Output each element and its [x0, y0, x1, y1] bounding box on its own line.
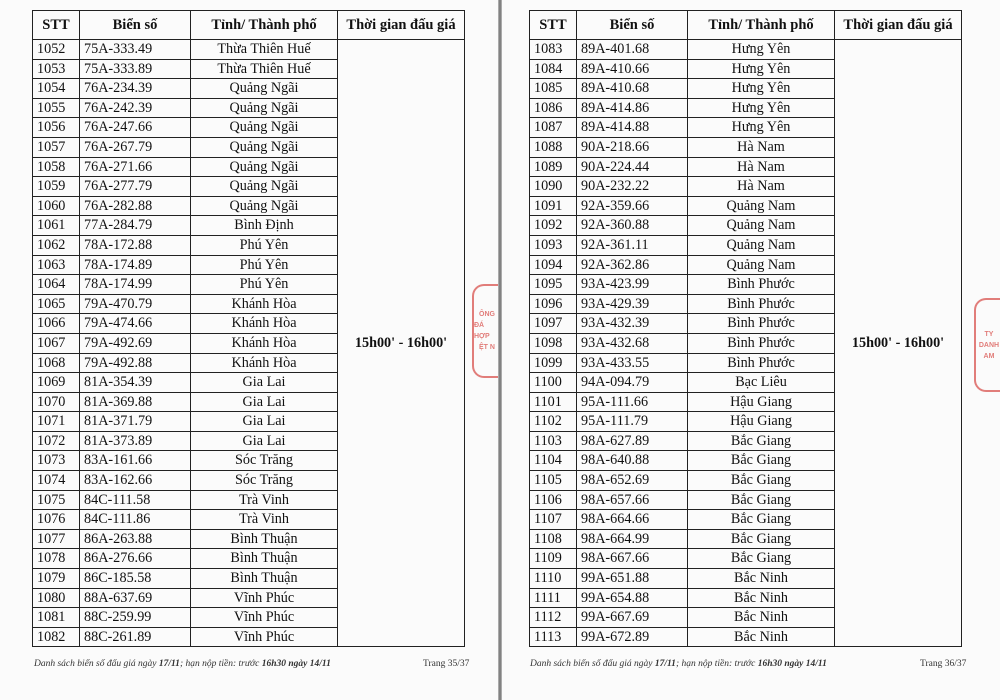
row-plate: 89A-410.66	[577, 59, 688, 79]
row-province: Gia Lai	[191, 412, 338, 432]
row-stt: 1067	[33, 333, 80, 353]
auction-time-cell: 15h00' - 16h00'	[835, 40, 962, 647]
row-province: Hưng Yên	[688, 118, 835, 138]
row-province: Phú Yên	[191, 235, 338, 255]
stamp-text: ỆT N	[479, 344, 495, 351]
row-province: Quảng Nam	[688, 196, 835, 216]
row-province: Bình Phước	[688, 333, 835, 353]
row-stt: 1064	[33, 275, 80, 295]
row-plate: 90A-224.44	[577, 157, 688, 177]
header-auction-time: Thời gian đấu giá	[338, 11, 465, 40]
row-plate: 88A-637.69	[80, 588, 191, 608]
row-stt: 1083	[530, 40, 577, 60]
row-stt: 1065	[33, 294, 80, 314]
row-province: Quảng Nam	[688, 216, 835, 236]
row-plate: 86A-276.66	[80, 549, 191, 569]
row-province: Quảng Nam	[688, 235, 835, 255]
row-stt: 1061	[33, 216, 80, 236]
row-plate: 81A-354.39	[80, 373, 191, 393]
row-province: Hà Nam	[688, 177, 835, 197]
row-plate: 76A-282.88	[80, 196, 191, 216]
row-stt: 1111	[530, 588, 577, 608]
header-province: Tỉnh/ Thành phố	[191, 11, 338, 40]
row-plate: 79A-492.88	[80, 353, 191, 373]
row-stt: 1066	[33, 314, 80, 334]
row-plate: 88C-261.89	[80, 627, 191, 647]
row-plate: 81A-369.88	[80, 392, 191, 412]
row-plate: 95A-111.79	[577, 412, 688, 432]
row-plate: 77A-284.79	[80, 216, 191, 236]
row-stt: 1060	[33, 196, 80, 216]
row-province: Bình Định	[191, 216, 338, 236]
row-stt: 1077	[33, 529, 80, 549]
row-province: Bắc Ninh	[688, 608, 835, 628]
row-province: Quảng Ngãi	[191, 98, 338, 118]
red-seal-stamp	[472, 284, 498, 378]
row-province: Vĩnh Phúc	[191, 588, 338, 608]
row-stt: 1112	[530, 608, 577, 628]
row-province: Sóc Trăng	[191, 471, 338, 491]
row-stt: 1108	[530, 529, 577, 549]
row-plate: 98A-640.88	[577, 451, 688, 471]
footer-date: 17/11	[158, 659, 180, 669]
row-stt: 1059	[33, 177, 80, 197]
row-stt: 1055	[33, 98, 80, 118]
page-number: Trang 35/37	[423, 659, 470, 669]
row-plate: 75A-333.49	[80, 40, 191, 60]
document-page-left	[0, 0, 498, 700]
row-stt: 1106	[530, 490, 577, 510]
row-province: Hưng Yên	[688, 79, 835, 99]
row-stt: 1092	[530, 216, 577, 236]
row-province: Phú Yên	[191, 255, 338, 275]
row-plate: 86C-185.58	[80, 569, 191, 589]
row-stt: 1105	[530, 471, 577, 491]
table-row	[530, 40, 962, 60]
row-stt: 1102	[530, 412, 577, 432]
row-stt: 1070	[33, 392, 80, 412]
row-stt: 1093	[530, 235, 577, 255]
row-province: Hưng Yên	[688, 98, 835, 118]
footer-text-prefix: Danh sách biển số đấu giá ngày	[530, 659, 655, 669]
row-stt: 1082	[33, 627, 80, 647]
table-body-left	[33, 40, 465, 647]
row-plate: 98A-667.66	[577, 549, 688, 569]
row-stt: 1100	[530, 373, 577, 393]
row-province: Thừa Thiên Huế	[191, 59, 338, 79]
footer-date: 17/11	[654, 659, 676, 669]
row-plate: 83A-162.66	[80, 471, 191, 491]
row-plate: 84C-111.58	[80, 490, 191, 510]
header-plate: Biển số	[577, 11, 688, 40]
row-stt: 1101	[530, 392, 577, 412]
row-plate: 92A-360.88	[577, 216, 688, 236]
row-province: Quảng Ngãi	[191, 177, 338, 197]
row-province: Hậu Giang	[688, 392, 835, 412]
row-stt: 1087	[530, 118, 577, 138]
row-plate: 98A-664.99	[577, 529, 688, 549]
row-stt: 1088	[530, 137, 577, 157]
row-plate: 79A-470.79	[80, 294, 191, 314]
row-plate: 98A-652.69	[577, 471, 688, 491]
row-province: Bắc Giang	[688, 490, 835, 510]
row-plate: 95A-111.66	[577, 392, 688, 412]
row-province: Hậu Giang	[688, 412, 835, 432]
row-plate: 76A-234.39	[80, 79, 191, 99]
footer-deadline: 16h30 ngày 14/11	[261, 659, 331, 669]
auction-time-cell: 15h00' - 16h00'	[338, 40, 465, 647]
row-province: Bình Phước	[688, 275, 835, 295]
row-province: Hà Nam	[688, 137, 835, 157]
table-row	[33, 40, 465, 60]
row-province: Khánh Hòa	[191, 314, 338, 334]
row-plate: 98A-664.66	[577, 510, 688, 530]
row-plate: 99A-672.89	[577, 627, 688, 647]
footer-text-prefix: Danh sách biển số đấu giá ngày	[34, 659, 159, 669]
row-plate: 93A-429.39	[577, 294, 688, 314]
header-plate: Biển số	[80, 11, 191, 40]
row-plate: 81A-371.79	[80, 412, 191, 432]
row-province: Bắc Ninh	[688, 569, 835, 589]
row-stt: 1103	[530, 431, 577, 451]
row-province: Gia Lai	[191, 392, 338, 412]
auction-table-left	[32, 10, 465, 647]
row-province: Khánh Hòa	[191, 294, 338, 314]
row-province: Trà Vinh	[191, 490, 338, 510]
row-plate: 83A-161.66	[80, 451, 191, 471]
row-plate: 98A-657.66	[577, 490, 688, 510]
row-stt: 1057	[33, 137, 80, 157]
row-province: Gia Lai	[191, 373, 338, 393]
row-province: Vĩnh Phúc	[191, 627, 338, 647]
row-stt: 1054	[33, 79, 80, 99]
row-plate: 89A-414.86	[577, 98, 688, 118]
row-plate: 90A-232.22	[577, 177, 688, 197]
row-plate: 89A-401.68	[577, 40, 688, 60]
row-stt: 1096	[530, 294, 577, 314]
page-footer-note	[34, 659, 331, 669]
row-province: Bắc Ninh	[688, 627, 835, 647]
row-stt: 1086	[530, 98, 577, 118]
row-plate: 99A-667.69	[577, 608, 688, 628]
row-plate: 99A-654.88	[577, 588, 688, 608]
row-plate: 93A-423.99	[577, 275, 688, 295]
row-province: Phú Yên	[191, 275, 338, 295]
row-stt: 1098	[530, 333, 577, 353]
row-plate: 93A-432.68	[577, 333, 688, 353]
row-stt: 1068	[33, 353, 80, 373]
row-plate: 98A-627.89	[577, 431, 688, 451]
row-province: Khánh Hòa	[191, 353, 338, 373]
row-plate: 76A-271.66	[80, 157, 191, 177]
document-page-right	[502, 0, 1000, 700]
row-province: Bắc Giang	[688, 471, 835, 491]
table-header-row	[33, 11, 465, 40]
row-plate: 89A-414.88	[577, 118, 688, 138]
row-stt: 1063	[33, 255, 80, 275]
row-province: Hưng Yên	[688, 40, 835, 60]
row-stt: 1072	[33, 431, 80, 451]
row-plate: 78A-172.88	[80, 235, 191, 255]
row-province: Quảng Ngãi	[191, 118, 338, 138]
row-plate: 94A-094.79	[577, 373, 688, 393]
row-stt: 1085	[530, 79, 577, 99]
row-stt: 1090	[530, 177, 577, 197]
row-stt: 1107	[530, 510, 577, 530]
row-province: Bắc Giang	[688, 431, 835, 451]
row-province: Quảng Nam	[688, 255, 835, 275]
row-province: Bạc Liêu	[688, 373, 835, 393]
page-footer-note	[530, 659, 827, 669]
row-plate: 84C-111.86	[80, 510, 191, 530]
row-plate: 89A-410.68	[577, 79, 688, 99]
table-body-right	[530, 40, 962, 647]
row-plate: 76A-247.66	[80, 118, 191, 138]
row-stt: 1089	[530, 157, 577, 177]
footer-text-mid: ; hạn nộp tiền: trước	[179, 659, 262, 669]
row-plate: 86A-263.88	[80, 529, 191, 549]
row-stt: 1076	[33, 510, 80, 530]
row-province: Bình Phước	[688, 353, 835, 373]
stamp-text: ĐÁ HỢP	[474, 322, 490, 340]
row-province: Vĩnh Phúc	[191, 608, 338, 628]
row-stt: 1110	[530, 569, 577, 589]
row-stt: 1113	[530, 627, 577, 647]
row-province: Quảng Ngãi	[191, 137, 338, 157]
row-stt: 1094	[530, 255, 577, 275]
row-province: Khánh Hòa	[191, 333, 338, 353]
row-province: Gia Lai	[191, 431, 338, 451]
row-province: Hà Nam	[688, 157, 835, 177]
row-plate: 76A-242.39	[80, 98, 191, 118]
stamp-text: TY	[984, 330, 994, 338]
row-plate: 79A-492.69	[80, 333, 191, 353]
row-stt: 1074	[33, 471, 80, 491]
row-province: Quảng Ngãi	[191, 196, 338, 216]
row-stt: 1075	[33, 490, 80, 510]
footer-text-mid: ; hạn nộp tiền: trước	[675, 659, 758, 669]
row-province: Quảng Ngãi	[191, 157, 338, 177]
row-province: Bắc Giang	[688, 451, 835, 471]
row-stt: 1053	[33, 59, 80, 79]
row-plate: 76A-277.79	[80, 177, 191, 197]
row-province: Bắc Giang	[688, 549, 835, 569]
row-plate: 92A-359.66	[577, 196, 688, 216]
row-province: Thừa Thiên Huế	[191, 40, 338, 60]
row-stt: 1052	[33, 40, 80, 60]
row-stt: 1058	[33, 157, 80, 177]
row-stt: 1097	[530, 314, 577, 334]
row-stt: 1081	[33, 608, 80, 628]
row-province: Trà Vinh	[191, 510, 338, 530]
stamp-text: ÔNG	[479, 311, 495, 318]
row-stt: 1109	[530, 549, 577, 569]
row-stt: 1056	[33, 118, 80, 138]
header-stt: STT	[33, 11, 80, 40]
row-plate: 92A-362.86	[577, 255, 688, 275]
row-province: Hưng Yên	[688, 59, 835, 79]
row-plate: 78A-174.99	[80, 275, 191, 295]
header-province: Tỉnh/ Thành phố	[688, 11, 835, 40]
row-plate: 79A-474.66	[80, 314, 191, 334]
row-plate: 93A-432.39	[577, 314, 688, 334]
row-plate: 92A-361.11	[577, 235, 688, 255]
row-plate: 93A-433.55	[577, 353, 688, 373]
red-seal-stamp	[974, 298, 1000, 392]
row-plate: 99A-651.88	[577, 569, 688, 589]
row-plate: 88C-259.99	[80, 608, 191, 628]
stamp-text: AM	[983, 352, 995, 360]
row-stt: 1078	[33, 549, 80, 569]
auction-table-right	[529, 10, 962, 647]
row-province: Bình Phước	[688, 314, 835, 334]
row-plate: 75A-333.89	[80, 59, 191, 79]
page-number: Trang 36/37	[920, 659, 967, 669]
footer-deadline: 16h30 ngày 14/11	[757, 659, 827, 669]
row-province: Bắc Giang	[688, 510, 835, 530]
row-stt: 1095	[530, 275, 577, 295]
row-plate: 76A-267.79	[80, 137, 191, 157]
row-province: Sóc Trăng	[191, 451, 338, 471]
row-stt: 1091	[530, 196, 577, 216]
row-plate: 90A-218.66	[577, 137, 688, 157]
row-province: Bắc Giang	[688, 529, 835, 549]
row-stt: 1069	[33, 373, 80, 393]
row-stt: 1073	[33, 451, 80, 471]
row-stt: 1084	[530, 59, 577, 79]
row-province: Bình Thuận	[191, 569, 338, 589]
table-header-row	[530, 11, 962, 40]
row-province: Bình Thuận	[191, 549, 338, 569]
header-stt: STT	[530, 11, 577, 40]
row-stt: 1062	[33, 235, 80, 255]
row-stt: 1080	[33, 588, 80, 608]
row-plate: 78A-174.89	[80, 255, 191, 275]
row-plate: 81A-373.89	[80, 431, 191, 451]
stamp-text: DANH	[978, 341, 1000, 349]
row-stt: 1071	[33, 412, 80, 432]
row-province: Quảng Ngãi	[191, 79, 338, 99]
row-stt: 1079	[33, 569, 80, 589]
row-stt: 1099	[530, 353, 577, 373]
row-province: Bình Thuận	[191, 529, 338, 549]
row-stt: 1104	[530, 451, 577, 471]
header-auction-time: Thời gian đấu giá	[835, 11, 962, 40]
row-province: Bình Phước	[688, 294, 835, 314]
row-province: Bắc Ninh	[688, 588, 835, 608]
